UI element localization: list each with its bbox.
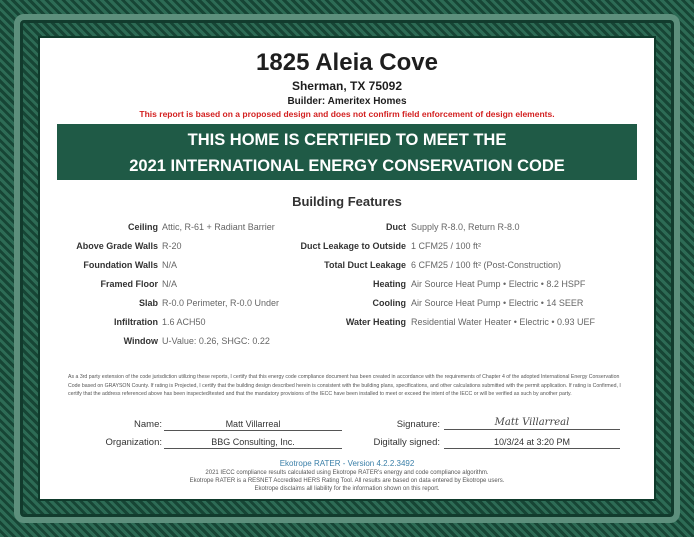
feature-label: Cooling [372, 298, 406, 308]
footer-line-1: 2021 IECC compliance results calculated using Ekotrope RATER's energy and code compliance algorithm. [205, 470, 489, 476]
feature-value: N/A [162, 260, 178, 270]
feature-value: 1 CFM25 / 100 ft² [411, 241, 482, 251]
digitally-signed-label: Digitally signed: [373, 437, 440, 448]
organization-label: Organization: [105, 437, 162, 448]
feature-value: 6 CFM25 / 100 ft² (Post-Construction) [411, 260, 562, 270]
feature-label: Window [123, 336, 158, 346]
feature-label: Ceiling [127, 222, 158, 232]
features-title: Building Features [292, 194, 402, 209]
name-label: Name: [134, 419, 162, 430]
feature-label: Foundation Walls [83, 260, 158, 270]
feature-value: Attic, R-61 + Radiant Barrier [162, 222, 275, 232]
footer-line-2: Ekotrope RATER is a RESNET Accredited HERS Rating Tool. All results are based on data entered by Ekotrope users. [189, 478, 505, 484]
feature-label: Total Duct Leakage [324, 260, 406, 270]
feature-label: Above Grade Walls [76, 241, 158, 251]
feature-label: Framed Floor [100, 279, 158, 289]
feature-value: Supply R-8.0, Return R-8.0 [411, 222, 520, 232]
address-title: 1825 Aleia Cove [256, 49, 438, 76]
banner-line-1: THIS HOME IS CERTIFIED TO MEET THE [187, 131, 507, 149]
digitally-signed-value: 10/3/24 at 3:20 PM [444, 437, 620, 449]
feature-label: Water Heating [345, 317, 406, 327]
feature-label: Slab [138, 298, 158, 308]
organization-value: BBG Consulting, Inc. [164, 437, 342, 449]
builder-line: Builder: Ameritex Homes [287, 96, 407, 107]
feature-value: 1.6 ACH50 [162, 317, 206, 327]
feature-value: Residential Water Heater • Electric • 0.93 UEF [411, 317, 596, 327]
banner-line-2: 2021 INTERNATIONAL ENERGY CONSERVATION CODE [129, 157, 565, 175]
certification-statement: As a 3rd party extension of the code jurisdiction utilizing these reports, I certify that this energy code compliance document has been created in accordance with the requirements of Chapter 4 of the adopted International Energy Conservation Code based on GRAYSON County. If rating is Projected, I certify that the building design described herein is consistent with the building plans, specifications, and other calculations submitted with the permit application. If rating is Confirmed, I certify that the address referenced above has been inspected/tested and that the mandatory provisions of the IECC have been installed to meet or exceed the intent of the IECC or will be verified as such by another party. [68, 374, 621, 397]
feature-label: Duct [386, 222, 406, 232]
footer-version: Ekotrope RATER - Version 4.2.2.3492 [279, 459, 415, 468]
certification-banner [57, 124, 637, 180]
city-line: Sherman, TX 75092 [291, 79, 403, 93]
feature-label: Duct Leakage to Outside [300, 241, 406, 251]
feature-value: U-Value: 0.26, SHGC: 0.22 [162, 336, 270, 346]
design-disclaimer: This report is based on a proposed design and does not confirm field enforcement of design elements. [139, 109, 555, 119]
signature-label: Signature: [396, 419, 440, 430]
feature-value: R-0.0 Perimeter, R-0.0 Under [162, 298, 280, 308]
feature-label: Heating [372, 279, 406, 289]
feature-label: Infiltration [114, 317, 158, 327]
feature-value: Air Source Heat Pump • Electric • 8.2 HSPF [411, 279, 586, 289]
signature-value: Matt Villarreal [444, 417, 620, 430]
feature-value: N/A [162, 279, 178, 289]
feature-value: Air Source Heat Pump • Electric • 14 SEER [411, 298, 584, 308]
footer-line-3: Ekotrope disclaims all liability for the information shown on this report. [254, 486, 440, 492]
feature-value: R-20 [162, 241, 182, 251]
certificate-paper [40, 38, 654, 499]
name-value: Matt Villarreal [164, 419, 342, 431]
